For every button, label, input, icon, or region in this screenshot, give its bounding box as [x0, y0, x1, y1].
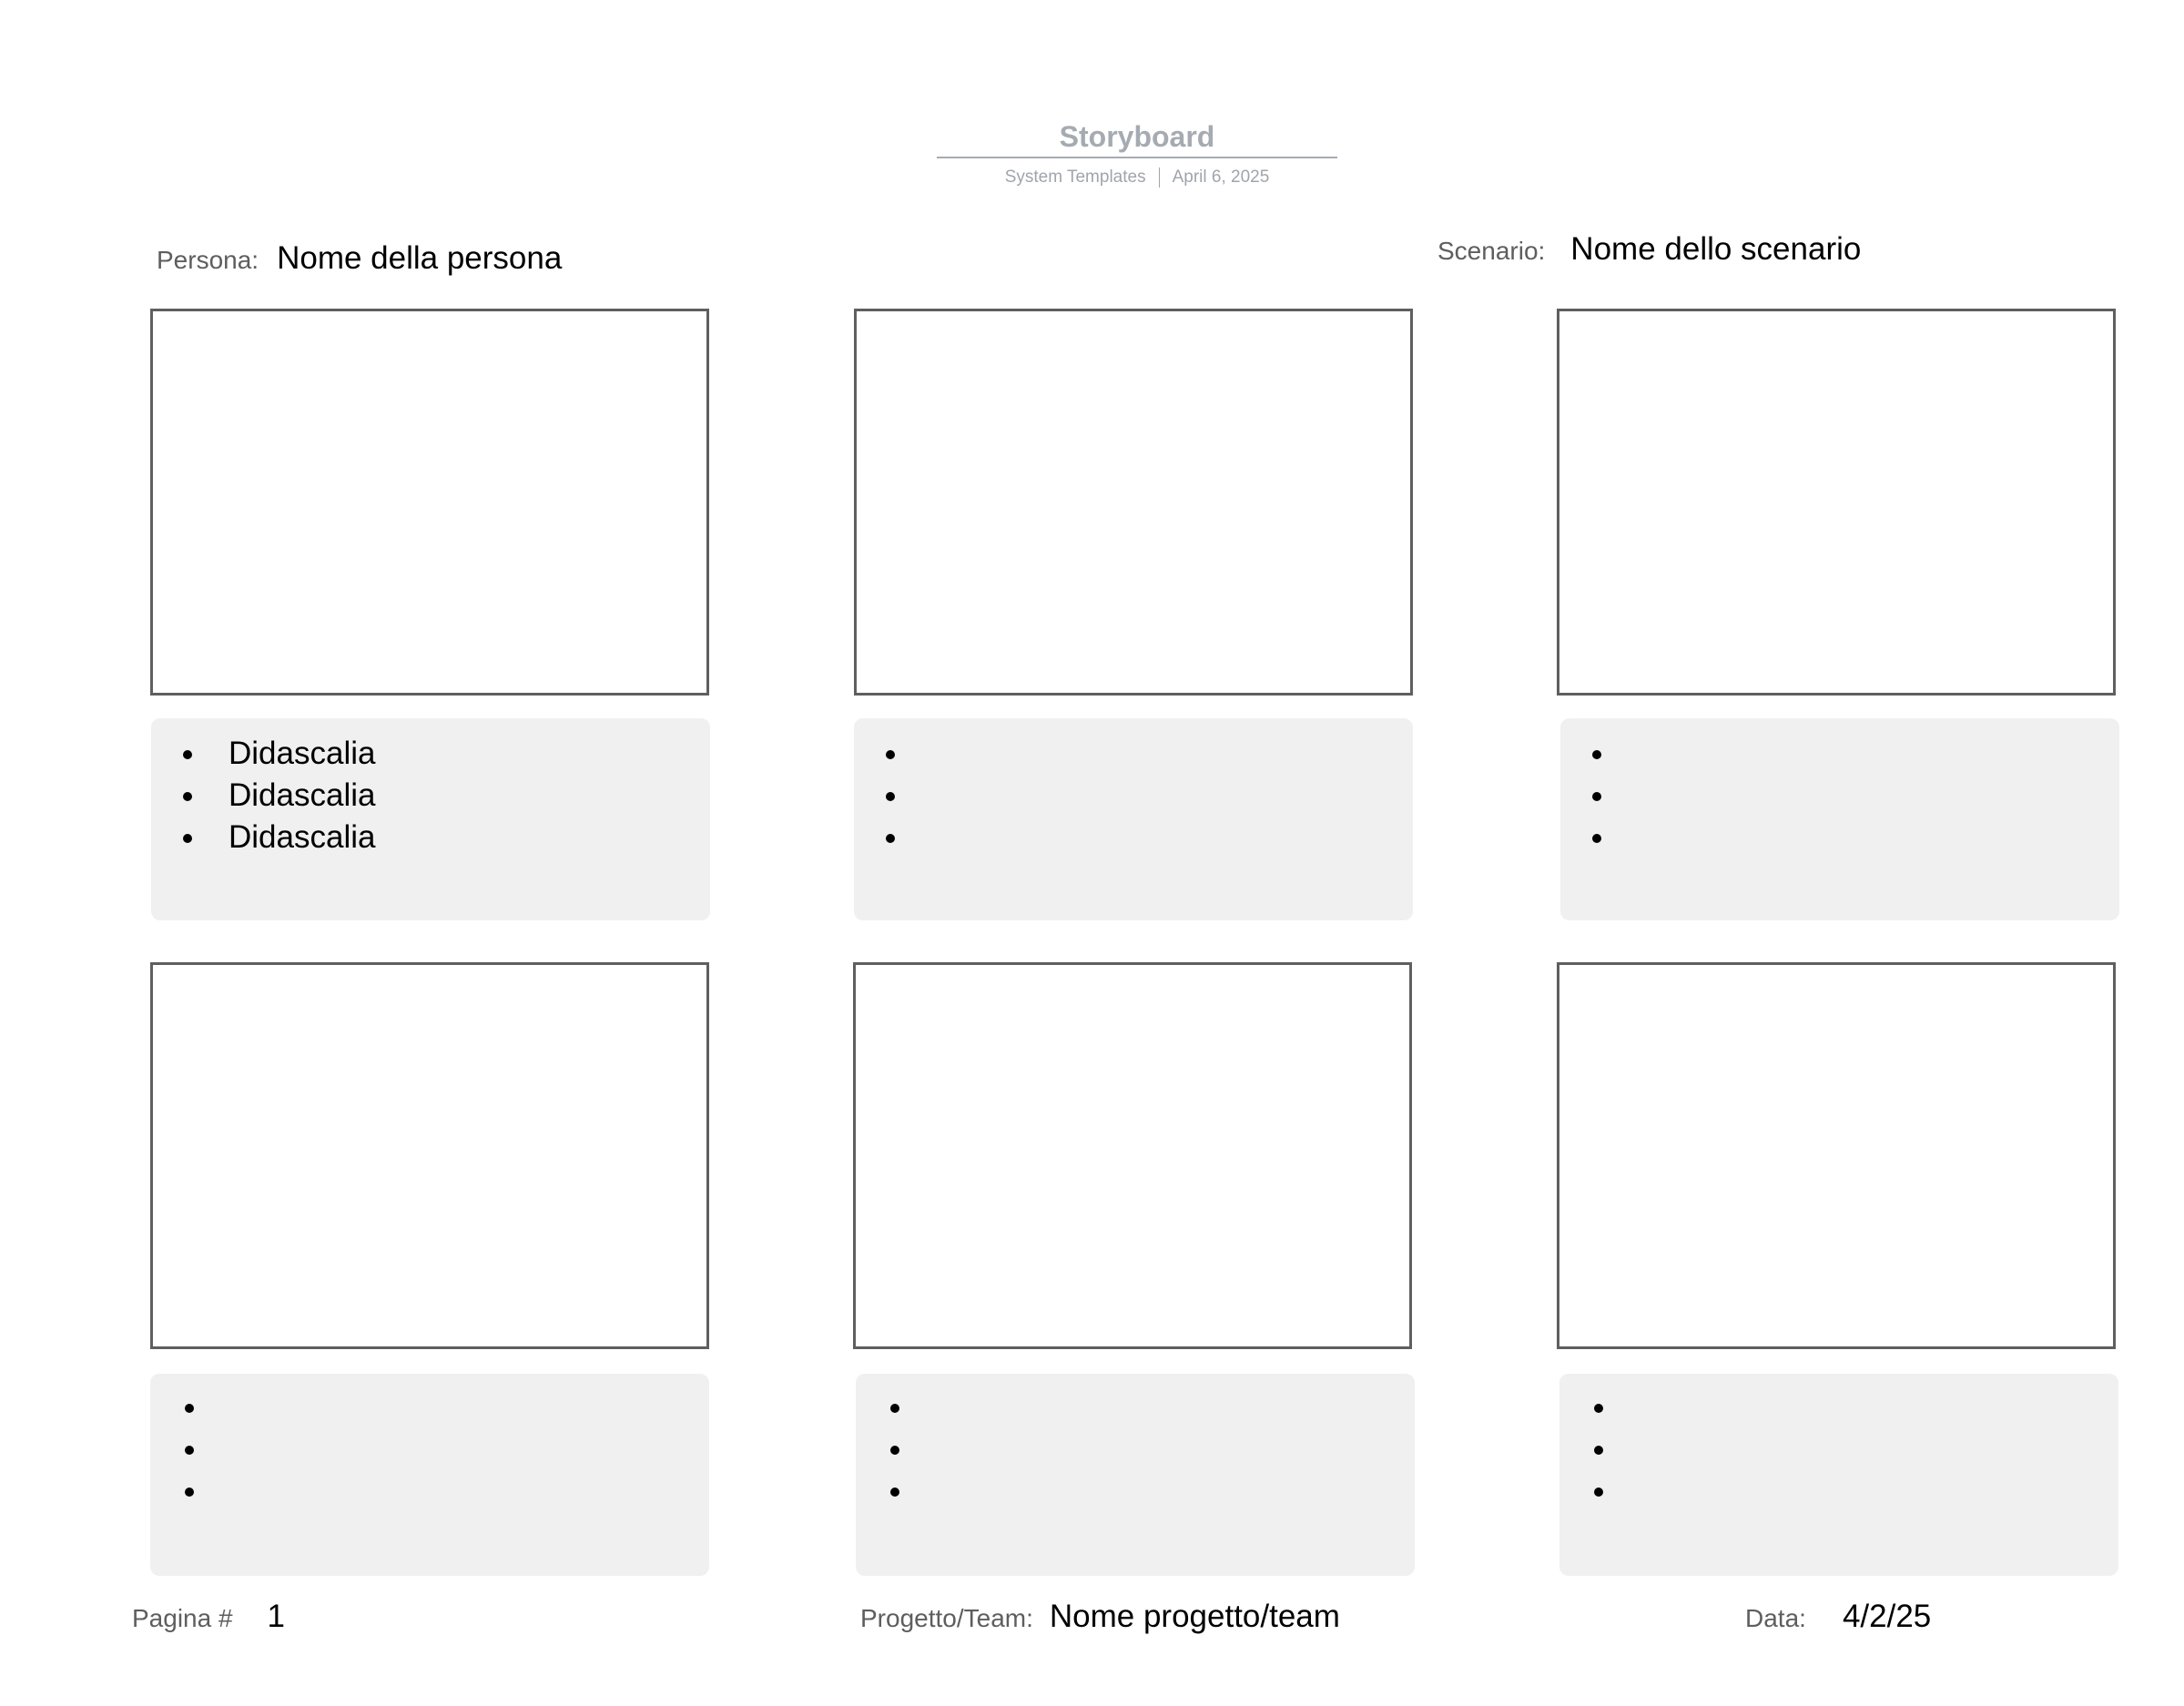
document-title: Storyboard [937, 117, 1337, 158]
caption-item[interactable]: Didascalia [183, 733, 375, 775]
storyboard-frame-1[interactable] [150, 309, 709, 696]
caption-list [1594, 1386, 1640, 1512]
persona-value[interactable]: Nome della persona [277, 240, 563, 276]
caption-item[interactable] [890, 1386, 936, 1428]
storyboard-frame-4[interactable] [150, 962, 709, 1349]
caption-item[interactable] [185, 1470, 230, 1512]
caption-item[interactable] [890, 1470, 936, 1512]
caption-list [183, 733, 375, 858]
caption-item[interactable] [185, 1428, 230, 1470]
storyboard-frame-6[interactable] [1557, 962, 2116, 1349]
caption-list [890, 1386, 936, 1512]
date-value[interactable]: 4/2/25 [1842, 1599, 1932, 1634]
persona-label: Persona: [157, 246, 259, 274]
project-team-field [860, 1599, 1340, 1635]
caption-item[interactable] [890, 1428, 936, 1470]
caption-box-5[interactable] [856, 1374, 1415, 1576]
caption-item[interactable] [1592, 775, 1638, 817]
caption-item[interactable] [185, 1386, 230, 1428]
date-label: Data: [1745, 1604, 1806, 1632]
document-header [937, 117, 1337, 188]
page-number-field [132, 1599, 285, 1635]
caption-box-3[interactable] [1560, 718, 2119, 920]
scenario-value[interactable]: Nome dello scenario [1570, 231, 1862, 267]
storyboard-frame-2[interactable] [854, 309, 1413, 696]
caption-item[interactable] [886, 775, 931, 817]
template-source: System Templates [1004, 168, 1146, 187]
caption-item[interactable]: Didascalia [183, 817, 375, 858]
page-number-label: Pagina # [132, 1604, 233, 1632]
storyboard-frame-5[interactable] [853, 962, 1412, 1349]
caption-item[interactable] [1594, 1386, 1640, 1428]
project-team-label: Progetto/Team: [860, 1604, 1033, 1632]
storyboard-frame-3[interactable] [1557, 309, 2116, 696]
caption-item[interactable] [886, 733, 931, 775]
caption-item[interactable] [1592, 733, 1638, 775]
caption-list [185, 1386, 230, 1512]
caption-box-2[interactable] [854, 718, 1413, 920]
scenario-field [1437, 231, 1861, 268]
caption-item[interactable] [1594, 1428, 1640, 1470]
caption-item[interactable] [1594, 1470, 1640, 1512]
caption-list [1592, 733, 1638, 858]
caption-item[interactable] [886, 817, 931, 858]
subtitle-divider [1159, 168, 1160, 188]
caption-box-4[interactable] [150, 1374, 709, 1576]
caption-item[interactable] [1592, 817, 1638, 858]
template-date: April 6, 2025 [1172, 168, 1270, 187]
date-field [1745, 1599, 1931, 1635]
caption-box-1[interactable] [151, 718, 710, 920]
caption-item[interactable]: Didascalia [183, 775, 375, 817]
persona-field [157, 240, 562, 277]
scenario-label: Scenario: [1437, 237, 1546, 265]
caption-box-6[interactable] [1559, 1374, 2118, 1576]
caption-list [886, 733, 931, 858]
page-number-value[interactable]: 1 [267, 1599, 286, 1634]
document-subtitle [937, 168, 1337, 188]
project-team-value[interactable]: Nome progetto/team [1049, 1599, 1340, 1634]
